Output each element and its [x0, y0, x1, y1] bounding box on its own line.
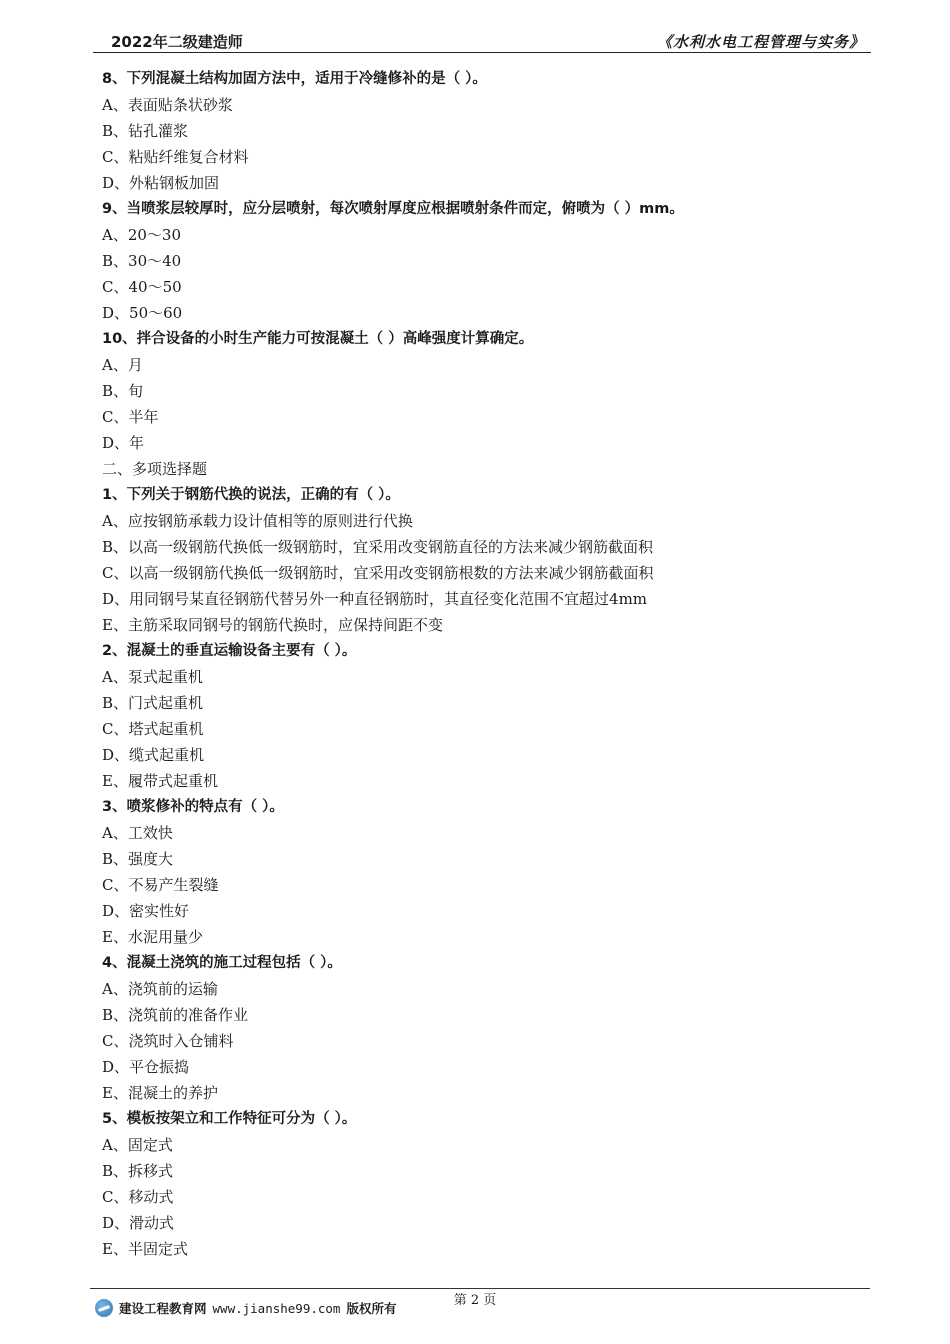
answer-option: D、用同钢号某直径钢筋代替另外一种直径钢筋时，其直径变化范围不宜超过4mm	[102, 590, 648, 608]
answer-option: A、月	[102, 356, 143, 374]
answer-option: E、水泥用量少	[102, 928, 203, 946]
answer-option: B、以高一级钢筋代换低一级钢筋时，宜采用改变钢筋直径的方法来减少钢筋截面积	[102, 538, 654, 556]
answer-option: B、钻孔灌浆	[102, 122, 189, 140]
question-content	[102, 66, 862, 1262]
answer-option: B、浇筑前的准备作业	[102, 1006, 249, 1024]
answer-option: A、泵式起重机	[102, 668, 203, 686]
answer-option: A、浇筑前的运输	[102, 980, 218, 998]
answer-option: C、半年	[102, 408, 159, 426]
brand-url[interactable]: www.jianshe99.com	[212, 1300, 341, 1316]
question-stem: 3、喷浆修补的特点有（ ）。	[102, 799, 284, 815]
exam-title: 2022年二级建造师	[111, 33, 243, 51]
footer-brand	[95, 1298, 396, 1318]
answer-option: C、塔式起重机	[102, 720, 204, 738]
copyright-text: 版权所有	[346, 1301, 397, 1316]
answer-option: B、门式起重机	[102, 694, 204, 712]
answer-option: D、滑动式	[102, 1214, 175, 1232]
answer-option: B、强度大	[102, 850, 174, 868]
answer-option: D、50～60	[102, 304, 183, 322]
answer-option: A、表面贴条状砂浆	[102, 96, 233, 114]
answer-option: A、工效快	[102, 824, 173, 842]
answer-option: A、固定式	[102, 1136, 173, 1154]
answer-option: E、履带式起重机	[102, 772, 218, 790]
answer-option: D、外粘钢板加固	[102, 174, 220, 192]
page-header	[93, 28, 871, 53]
section-heading: 二、多项选择题	[102, 460, 208, 478]
question-stem: 9、当喷浆层较厚时，应分层喷射，每次喷射厚度应根据喷射条件而定，俯喷为（ ）mm。	[102, 201, 684, 217]
answer-option: E、半固定式	[102, 1240, 188, 1258]
question-stem: 1、下列关于钢筋代换的说法，正确的有（ ）。	[102, 487, 400, 503]
answer-option: C、粘贴纤维复合材料	[102, 148, 249, 166]
brand-name: 建设工程教育网	[119, 1301, 207, 1316]
answer-option: C、移动式	[102, 1188, 174, 1206]
answer-option: B、30～40	[102, 252, 182, 270]
question-stem: 8、下列混凝土结构加固方法中，适用于冷缝修补的是（ ）。	[102, 71, 487, 87]
answer-option: C、40～50	[102, 278, 182, 296]
book-title: 《水利水电工程管理与实务》	[656, 33, 865, 51]
page-number: 第 2 页	[453, 1293, 497, 1308]
answer-option: B、旬	[102, 382, 144, 400]
answer-option: A、20～30	[102, 226, 182, 244]
answer-option: C、不易产生裂缝	[102, 876, 219, 894]
question-stem: 5、模板按架立和工作特征可分为（ ）。	[102, 1111, 357, 1127]
answer-option: C、以高一级钢筋代换低一级钢筋时，宜采用改变钢筋根数的方法来减少钢筋截面积	[102, 564, 654, 582]
answer-option: D、缆式起重机	[102, 746, 205, 764]
answer-option: E、混凝土的养护	[102, 1084, 218, 1102]
answer-option: C、浇筑时入仓铺料	[102, 1032, 234, 1050]
answer-option: D、密实性好	[102, 902, 190, 920]
answer-option: A、应按钢筋承载力设计值相等的原则进行代换	[102, 512, 413, 530]
jianshe-logo-icon	[95, 1299, 113, 1317]
answer-option: D、平仓振捣	[102, 1058, 190, 1076]
question-stem: 4、混凝土浇筑的施工过程包括（ ）。	[102, 955, 342, 971]
answer-option: E、主筋采取同钢号的钢筋代换时，应保持间距不变	[102, 616, 443, 634]
answer-option: B、拆移式	[102, 1162, 174, 1180]
question-stem: 2、混凝土的垂直运输设备主要有（ ）。	[102, 643, 357, 659]
answer-option: D、年	[102, 434, 145, 452]
question-stem: 10、拌合设备的小时生产能力可按混凝土（ ）高峰强度计算确定。	[102, 331, 534, 347]
